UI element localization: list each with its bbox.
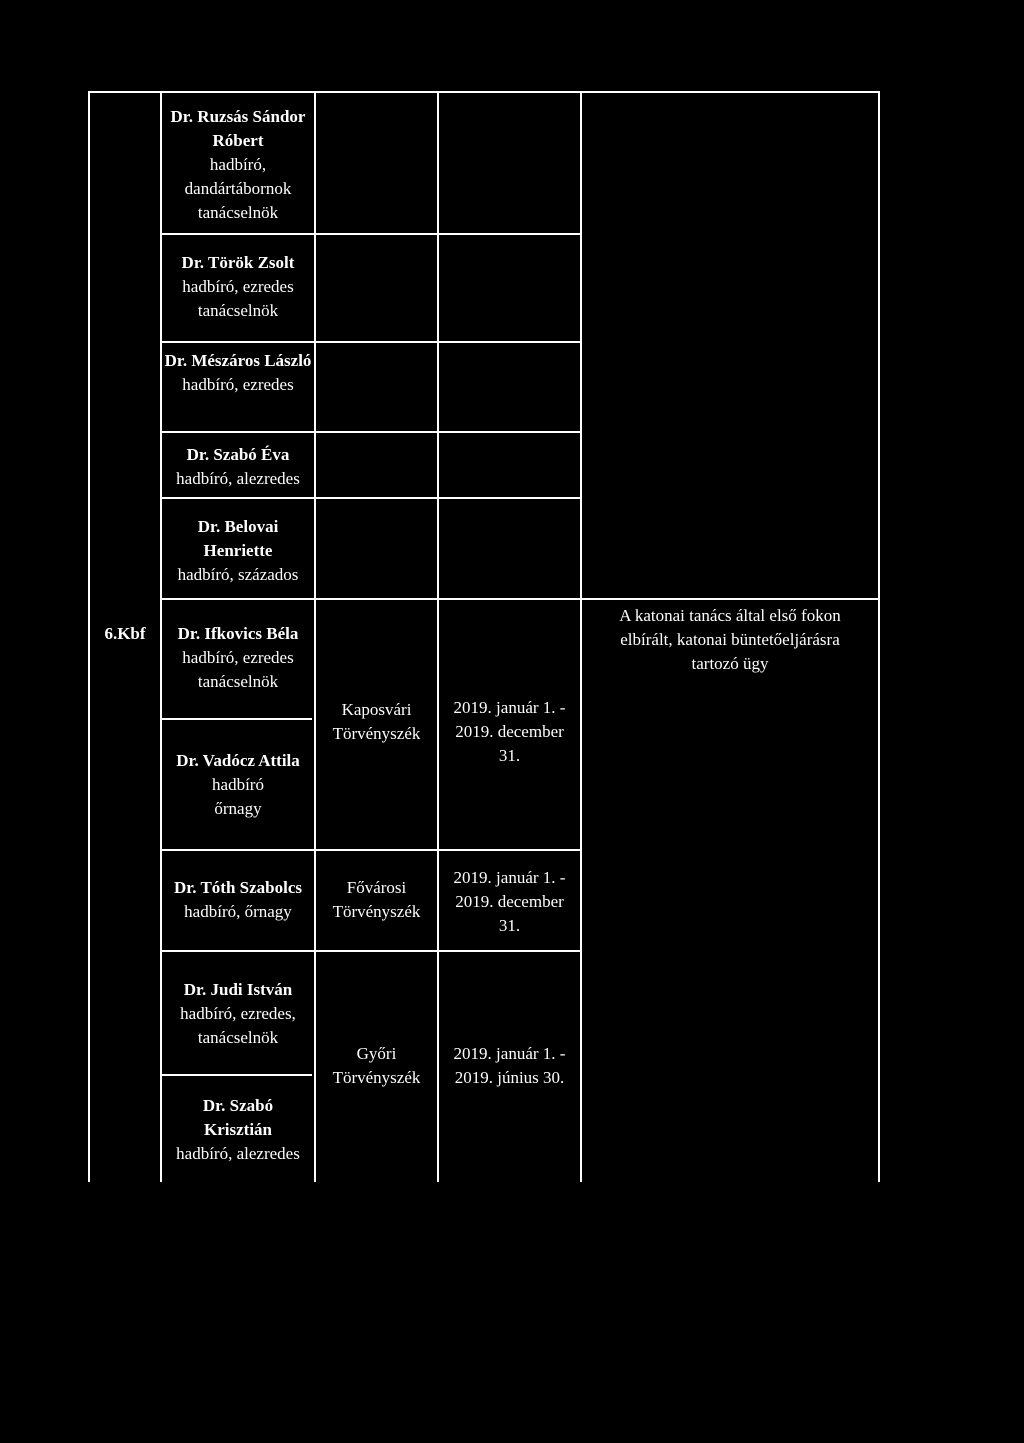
- judge-name: Dr. Szabó Éva: [186, 445, 290, 464]
- row-divider: [160, 233, 580, 235]
- judge-name: Dr. Vadócz Attila: [176, 751, 300, 770]
- judge-role: hadbíró, őrnagy: [184, 902, 292, 921]
- row-divider: [160, 341, 580, 343]
- period-text: 2019. január 1. - 2019. december 31.: [453, 698, 566, 765]
- table-right-border: [878, 91, 880, 1182]
- judge-role: hadbíró, dandártábornok tanácselnök: [184, 155, 292, 222]
- column-divider: [314, 91, 316, 1182]
- row-divider: [160, 849, 580, 851]
- judge-name: Dr. Szabó Krisztián: [202, 1096, 274, 1139]
- row-divider: [162, 1074, 312, 1076]
- judge-role: hadbíró, alezredes: [176, 469, 300, 488]
- judge-role: hadbíró, ezredes tanácselnök: [182, 648, 294, 691]
- judge-cell: [162, 749, 314, 821]
- column-divider: [437, 91, 439, 1182]
- judge-cell: [162, 876, 314, 924]
- row-divider: [160, 598, 878, 600]
- judge-name: Dr. Belovai Henriette: [197, 517, 279, 560]
- case-type-text: A katonai tanács által első fokon elbírált, katonai büntetőeljárásra tartozó ügy: [619, 606, 841, 673]
- judge-name: Dr. Tóth Szabolcs: [174, 878, 302, 897]
- row-divider: [162, 718, 312, 720]
- court-name: Fővárosi Törvényszék: [332, 878, 421, 921]
- judge-role: hadbíró, százados: [177, 565, 299, 584]
- period-text: 2019. január 1. - 2019. december 31.: [453, 868, 566, 935]
- judge-name: Dr. Ifkovics Béla: [177, 624, 299, 643]
- judge-name: Dr. Judi István: [183, 980, 293, 999]
- case-code: [90, 622, 160, 646]
- judge-role: hadbíró, ezredes tanácselnök: [182, 277, 294, 320]
- judge-cell: [162, 1094, 314, 1166]
- period-cell: [439, 696, 580, 768]
- court-name: Győri Törvényszék: [332, 1044, 421, 1087]
- judge-cell: [162, 349, 314, 397]
- judge-name: Dr. Ruzsás Sándor Róbert: [170, 107, 306, 150]
- court-cell: [316, 876, 437, 924]
- court-name: Kaposvári Törvényszék: [332, 700, 421, 743]
- judge-cell: [162, 105, 314, 225]
- judge-name: Dr. Mészáros László: [164, 351, 312, 370]
- period-text: 2019. január 1. - 2019. június 30.: [453, 1044, 566, 1087]
- row-divider: [160, 431, 580, 433]
- period-cell: [439, 866, 580, 938]
- period-cell: [439, 1042, 580, 1090]
- judge-cell: [162, 515, 314, 587]
- table-top-border: [88, 91, 880, 93]
- court-cell: [316, 1042, 437, 1090]
- judge-cell: [162, 443, 314, 491]
- judge-role: hadbíró, ezredes, tanácselnök: [180, 1004, 296, 1047]
- row-divider: [160, 497, 580, 499]
- case-code-text: 6.Kbf: [104, 624, 146, 643]
- judge-cell: [162, 251, 314, 323]
- judge-role: hadbíró, alezredes: [176, 1144, 300, 1163]
- row-divider: [160, 950, 580, 952]
- court-cell: [316, 698, 437, 746]
- judge-cell: [162, 622, 314, 694]
- judge-role: hadbíró őrnagy: [212, 775, 264, 818]
- judge-role: hadbíró, ezredes: [182, 375, 294, 394]
- case-type-cell: [582, 604, 878, 676]
- judge-cell: [162, 978, 314, 1050]
- judge-name: Dr. Török Zsolt: [181, 253, 295, 272]
